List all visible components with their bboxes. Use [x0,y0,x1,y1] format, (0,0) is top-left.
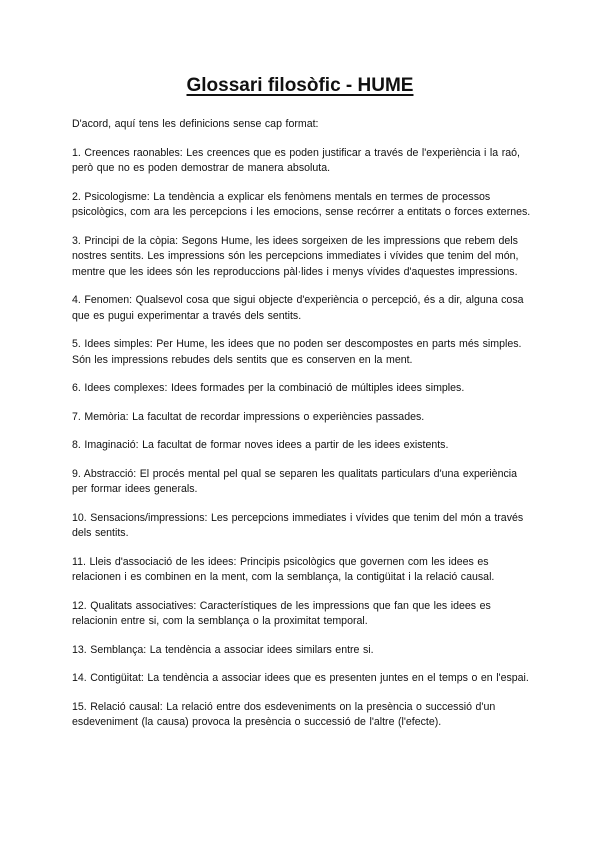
intro-paragraph: D'acord, aquí tens les definicions sense cap format: [72,118,319,130]
definition-paragraph: 14. Contigüitat: La tendència a associar idees que es presenten juntes en el temps o en l'espai. [72,672,529,684]
definition-paragraph: 3. Principi de la còpia: Segons Hume, les idees sorgeixen de les impressions que rebem dels nostres sentits. Les impressions són les percepcions immediates i vívides que tenim del món, mentre que les idees són les reproduccions pàl·lides i menys vívides d'aquestes impressions. [72,234,519,278]
definition-paragraph: 2. Psicologisme: La tendència a explicar els fenòmens mentals en termes de processos psicològics, com ara les percepcions i les emocions, sense recórrer a entitats o forces externes. [72,190,531,218]
definition-paragraph: 9. Abstracció: El procés mental pel qual se separen les qualitats particulars d'una experiència per formar idees generals. [72,467,517,495]
definition-paragraph: 10. Sensacions/impressions: Les percepcions immediates i vívides que tenim del món a través dels sentits. [72,511,524,539]
definition-paragraph: 5. Idees simples: Per Hume, les idees que no poden ser descompostes en parts més simples. Són les impressions rebudes dels sentits que es conserven en la ment. [72,338,522,366]
definition-paragraph: 11. Lleis d'associació de les idees: Principis psicològics que governen com les idees es relacionen i es combinen en la ment, com la semblança, la contigüitat i la relació causal. [72,555,495,583]
definition-paragraph: 8. Imaginació: La facultat de formar noves idees a partir de les idees existents. [72,439,449,451]
document-title: Glossari filosòfic - HUME [186,75,414,96]
definition-paragraph: 15. Relació causal: La relació entre dos esdeveniments on la presència o successió d'un esdeveniment (la causa) provoca la presència o successió de l'altre (l'efecte). [72,700,496,728]
definition-paragraph: 1. Creences raonables: Les creences que es poden justificar a través de l'experiència i la raó, però que no es poden demostrar de manera absoluta. [72,146,520,174]
document-body [72,117,532,744]
definition-paragraph: 4. Fenomen: Qualsevol cosa que sigui objecte d'experiència o percepció, és a dir, alguna cosa que es pugui experimentar a través dels sentits. [72,294,524,322]
definition-paragraph: 7. Memòria: La facultat de recordar impressions o experiències passades. [72,410,425,423]
definition-paragraph: 13. Semblança: La tendència a associar idees similars entre si. [72,643,374,656]
definition-paragraph: 6. Idees complexes: Idees formades per la combinació de múltiples idees simples. [72,382,465,394]
definition-paragraph: 12. Qualitats associatives: Característiques de les impressions que fan que les idees es relacionin entre si, com la semblança o la proximitat temporal. [72,599,491,627]
